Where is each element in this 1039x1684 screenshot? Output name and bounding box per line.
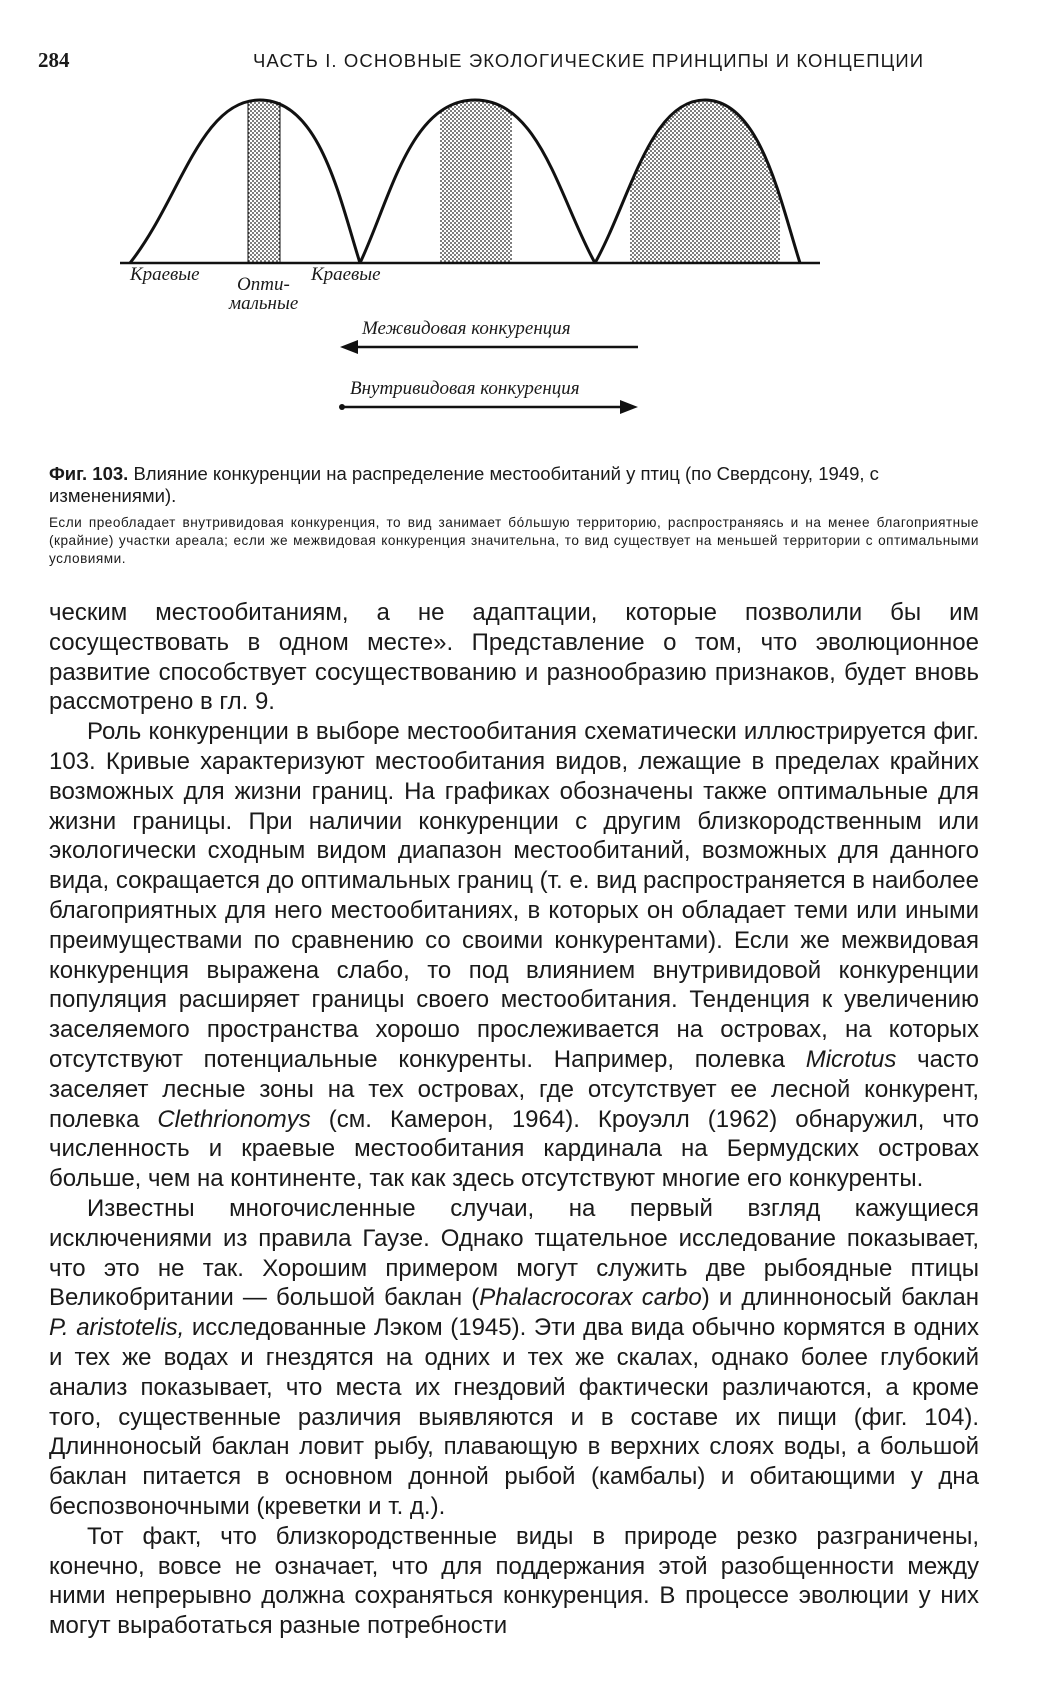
- figure-caption: [49, 463, 979, 507]
- latin-microtus: Microtus: [805, 1045, 897, 1073]
- curve-1: [130, 100, 360, 263]
- label-optimal-line1: Опти-: [237, 274, 290, 295]
- label-interspecific: Межвидовая конкуренция: [362, 318, 571, 339]
- paragraph-4: Тот факт, что близкородственные виды в природе резко разграничены, конечно, вовсе не означает, что для поддержания этой разобщенности между ними непрерывно должна сохраняться конкуренция. В процессе эволюции у них могут выработаться разные потребности: [49, 1522, 979, 1640]
- page-number: 284: [38, 48, 70, 72]
- figure-103-diagram: [120, 80, 820, 420]
- optimal-zone-3: [630, 80, 780, 263]
- body-text: [49, 598, 979, 1641]
- label-intraspecific: Внутривидовая конкуренция: [350, 378, 580, 399]
- paragraph-3: Известны многочисленные случаи, на первый взгляд кажущиеся исключениями из правила Гаузе. Однако тщательное исследование показывает, что это не так. Хорошим примером могут служить две рыбоядные птицы Великобритании — большой баклан (Phalacrocorax carbo) и длинноносый баклан P. aristotelis, исследованные Лэком (1945). Эти два вида обычно кормятся в одних и тех же водах и гнездятся на одних и тех же скалах, однако более глубокий анализ показывает, что места их гнездовий фактически различаются, а кроме того, существенные различия выявляются и в составе их пищи (фиг. 104). Длинноносый баклан ловит рыбу, плавающую в верхних слоях воды, а большой баклан питается в основном донной рыбой (камбалы) и обитающими у дна беспозвоночными (креветки и т. д.).: [49, 1194, 979, 1520]
- caption-figure-number: Фиг. 103.: [49, 463, 129, 484]
- page-header: [38, 48, 978, 78]
- latin-phalacrocorax: Phalacrocorax carbo: [479, 1284, 702, 1312]
- label-marginal-left: Краевые: [130, 264, 200, 285]
- latin-clethrionomys: Clethrionomys: [157, 1105, 311, 1133]
- caption-note: Если преобладает внутривидовая конкуренция, то вид занимает бóльшую территорию, распространяясь и на менее благоприятные (крайние) участки ареала; если же межвидовая конкуренция значительна, то вид существует на меньшей территории с оптимальными условиями.: [49, 515, 979, 566]
- label-optimal-line2: мальные: [229, 293, 299, 314]
- caption-title: Влияние конкуренции на распределение местообитаний у птиц (по Свердсону, 1949, с изменениями).: [49, 463, 879, 506]
- label-marginal-right: Краевые: [311, 264, 381, 285]
- paragraph-2: Роль конкуренции в выборе местообитания схематически иллюстрируется фиг. 103. Кривые характеризуют местообитания видов, лежащие в пределах крайних возможных для жизни границ. На графиках обозначены также оптимальные для жизни границы. При наличии конкуренции с другим близкородственным или экологически сходным видом диапазон местообитаний, возможных для данного вида, сокращается до оптимальных границ (т. е. вид распространяется в наиболее благоприятных для него местообитаниях, в которых он обладает теми или иными преимуществами по сравнению со своими конкурентами). Если же межвидовая конкуренция выражена слабо, то под влиянием внутривидовой конкуренции популяция расширяет границы своего местообитания. Тенденция к увеличению заселяемого пространства хорошо прослеживается на островах, на которых отсутствуют потенциальные конкуренты. Например, полевка Microtus часто заселяет лесные зоны на тех островах, где отсутствует ее лесной конкурент, полевка Clethrionomys (см. Камерон, 1964). Кроуэлл (1962) обнаружил, что численность и краевые местообитания кардинала на Бермудских островах больше, чем на континенте, так как здесь отсутствуют многие его конкуренты.: [49, 718, 980, 1193]
- running-head: ЧАСТЬ I. ОСНОВНЫЕ ЭКОЛОГИЧЕСКИЕ ПРИНЦИПЫ И КОНЦЕПЦИИ: [253, 50, 925, 71]
- latin-aristotelis: P. aristotelis,: [49, 1314, 185, 1342]
- paragraph-1: ческим местообитаниям, а не адаптации, которые позволили бы им сосуществовать в одном месте». Представление о том, что эволюционное развитие способствует сосуществованию и разнообразию признаков, будет вновь рассмотрено в гл. 9.: [49, 599, 979, 716]
- optimal-zone-1: [248, 80, 280, 263]
